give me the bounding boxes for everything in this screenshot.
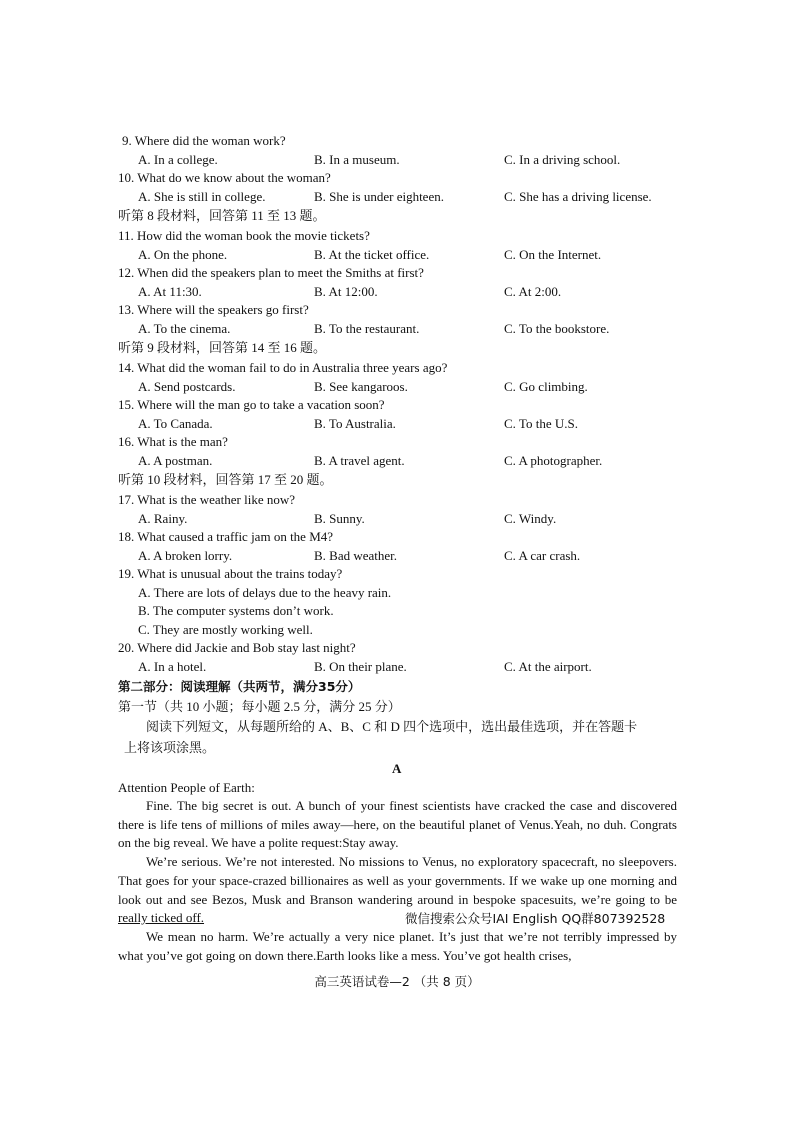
options-14 xyxy=(0,377,794,396)
option-c: C. At 2:00. xyxy=(504,284,562,299)
option-b: B. The computer systems don’t work. xyxy=(138,603,334,618)
option-b: B. At the ticket office. xyxy=(314,247,430,262)
watermark-text: 微信搜索公众号IAI English QQ群807392528 xyxy=(405,911,666,926)
question-10 xyxy=(0,168,794,187)
question-9 xyxy=(0,131,794,150)
question-stem: 20. Where did Jackie and Bob stay last night? xyxy=(118,640,356,655)
option-c: C. To the bookstore. xyxy=(504,321,610,336)
option-19-a xyxy=(0,583,794,602)
option-c: C. A car crash. xyxy=(504,548,581,563)
option-a: A. At 11:30. xyxy=(138,284,202,299)
question-18 xyxy=(0,527,794,546)
part-two-title: 第二部分：阅读理解（共两节，满分35分） xyxy=(118,679,361,694)
question-12 xyxy=(0,263,794,282)
question-stem: 13. Where will the speakers go first? xyxy=(118,302,309,317)
paragraph-2-text: We’re serious. We’re not interested. No missions to Venus, no exploratory spacecraft, no sleepovers. That goes for your space-crazed billionaires as well as your governments. If we wake up one morning and look out and see Bezos, Musk and Branson wandering around in bespoke spacesuits, we’re going to be xyxy=(118,854,677,907)
option-a: A. Send postcards. xyxy=(138,379,236,394)
question-11 xyxy=(0,226,794,245)
option-19-c xyxy=(0,620,794,639)
section-instruction: 听第 9 段材料，回答第 14 至 16 题。 xyxy=(118,340,327,355)
option-b: B. Sunny. xyxy=(314,511,365,526)
option-c: C. A photographer. xyxy=(504,453,603,468)
instruction-line-1 xyxy=(0,717,794,736)
option-b: B. At 12:00. xyxy=(314,284,378,299)
part-two-heading xyxy=(0,677,794,696)
section-instruction: 听第 8 段材料，回答第 11 至 13 题。 xyxy=(118,208,326,223)
option-a: A. To the cinema. xyxy=(138,321,231,336)
options-16 xyxy=(0,451,794,470)
option-a: A. Rainy. xyxy=(138,511,188,526)
option-c: C. In a driving school. xyxy=(504,152,621,167)
underlined-phrase: really ticked off. xyxy=(118,910,205,926)
option-b: B. To Australia. xyxy=(314,416,396,431)
passage-greeting: Attention People of Earth: xyxy=(118,780,255,795)
option-c: C. She has a driving license. xyxy=(504,189,652,204)
option-c: C. On the Internet. xyxy=(504,247,602,262)
instruction-text: 上将该项涂黑。 xyxy=(124,740,216,755)
question-20 xyxy=(0,638,794,657)
option-a: A. A broken lorry. xyxy=(138,548,233,563)
question-13 xyxy=(0,300,794,319)
page-footer: 高三英语试卷—2 （共 8 页） xyxy=(314,974,480,989)
instruction-text: 阅读下列短文，从每题所给的 A、B、C 和 D 四个选项中，选出最佳选项，并在答题卡 xyxy=(146,719,638,734)
option-c: C. Go climbing. xyxy=(504,379,588,394)
section-heading-10 xyxy=(0,470,794,489)
options-15 xyxy=(0,414,794,433)
passage-letter-row xyxy=(0,759,794,778)
options-17 xyxy=(0,509,794,528)
options-20 xyxy=(0,657,794,676)
option-b: B. Bad weather. xyxy=(314,548,398,563)
options-18 xyxy=(0,546,794,565)
question-17 xyxy=(0,490,794,509)
option-a: A. She is still in college. xyxy=(138,189,266,204)
question-stem: 14. What did the woman fail to do in Australia three years ago? xyxy=(118,360,448,375)
question-stem: 18. What caused a traffic jam on the M4? xyxy=(118,529,334,544)
paragraph-3: We mean no harm. We’re actually a very nice planet. It’s just that we’re not terribly impressed by what you’ve got going on down there.Earth looks like a mess. You’ve got health crises, xyxy=(118,928,677,963)
passage-letter: A xyxy=(392,761,402,776)
option-b: B. A travel agent. xyxy=(314,453,405,468)
options-12 xyxy=(0,282,794,301)
option-a: A. In a hotel. xyxy=(138,659,207,674)
section-one-title: 第一节（共 10 小题；每小题 2.5 分，满分 25 分） xyxy=(118,699,401,714)
question-16 xyxy=(0,432,794,451)
question-15 xyxy=(0,395,794,414)
option-b: B. See kangaroos. xyxy=(314,379,408,394)
option-a: A. There are lots of delays due to the heavy rain. xyxy=(138,585,392,600)
option-c: C. At the airport. xyxy=(504,659,592,674)
options-10 xyxy=(0,187,794,206)
watermark-row xyxy=(0,909,794,928)
paragraph-1: Fine. The big secret is out. A bunch of your finest scientists have cracked the case and discovered there is life tens of millions of miles away—here, on the beautiful planet of Venus.Yeah, no duh. Congrats on the big reveal. We have a polite request:Stay away. xyxy=(118,798,677,851)
section-instruction: 听第 10 段材料，回答第 17 至 20 题。 xyxy=(118,472,333,487)
option-c: C. They are mostly working well. xyxy=(138,622,313,637)
question-stem: 12. When did the speakers plan to meet the Smiths at first? xyxy=(118,265,424,280)
option-c: C. Windy. xyxy=(504,511,557,526)
instruction-line-2 xyxy=(0,738,794,757)
passage-body xyxy=(118,797,677,965)
option-b: B. To the restaurant. xyxy=(314,321,420,336)
question-stem: 9. Where did the woman work? xyxy=(122,133,286,148)
question-stem: 16. What is the man? xyxy=(118,434,228,449)
options-13 xyxy=(0,319,794,338)
question-stem: 10. What do we know about the woman? xyxy=(118,170,331,185)
question-19 xyxy=(0,564,794,583)
option-a: A. On the phone. xyxy=(138,247,228,262)
question-14 xyxy=(0,358,794,377)
option-a: A. In a college. xyxy=(138,152,218,167)
option-b: B. On their plane. xyxy=(314,659,407,674)
question-stem: 11. How did the woman book the movie tickets? xyxy=(118,228,370,243)
option-a: A. To Canada. xyxy=(138,416,213,431)
options-11 xyxy=(0,245,794,264)
option-c: C. To the U.S. xyxy=(504,416,578,431)
question-stem: 19. What is unusual about the trains today? xyxy=(118,566,343,581)
section-one-heading xyxy=(0,697,794,716)
option-b: B. She is under eighteen. xyxy=(314,189,444,204)
option-19-b xyxy=(0,601,794,620)
section-heading-9 xyxy=(0,338,794,357)
option-a: A. A postman. xyxy=(138,453,213,468)
passage-greeting-row xyxy=(0,778,794,797)
question-stem: 17. What is the weather like now? xyxy=(118,492,296,507)
option-b: B. In a museum. xyxy=(314,152,400,167)
options-9 xyxy=(0,150,794,169)
section-heading-8 xyxy=(0,206,794,225)
question-stem: 15. Where will the man go to take a vacation soon? xyxy=(118,397,385,412)
